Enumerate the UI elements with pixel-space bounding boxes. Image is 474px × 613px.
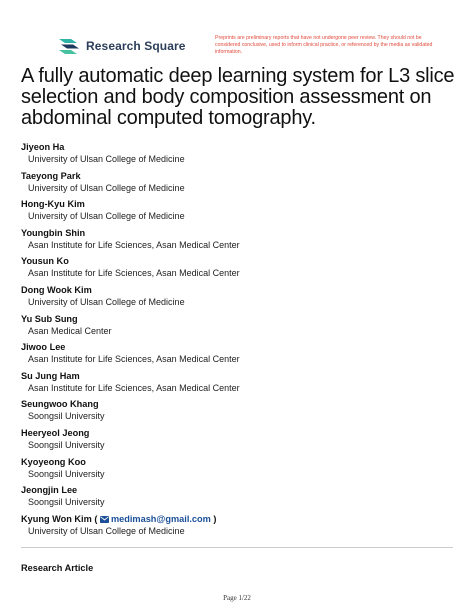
author-entry (21, 485, 441, 514)
author-name: Heeryeol Jeong (21, 427, 90, 438)
author-name: Youngbin Shin (21, 227, 86, 238)
author-name: Jiyeon Ha (21, 142, 65, 152)
logo-text: Research Square (86, 39, 186, 53)
author-name: Seungwoo Khang (21, 399, 99, 410)
preprint-disclaimer: Preprints are preliminary reports that have not undergone peer review. They should not be considered conclusive, used to inform clinical practice, or referenced by the media as validated information. (215, 35, 433, 55)
author-entry (21, 428, 441, 457)
author-entry (21, 171, 441, 200)
header (57, 36, 457, 60)
author-affiliation: University of Ulsan College of Medicine (28, 296, 185, 307)
author-affiliation: Asan Institute for Life Sciences, Asan Medical Center (28, 239, 240, 250)
author-entry (21, 314, 441, 343)
paper-title: A fully automatic deep learning system for L3 slice selection and body composition assessment on abdominal computed tomography. (21, 65, 455, 129)
author-name: Hong-Kyu Kim (21, 199, 85, 210)
author-name: Jiwoo Lee (21, 342, 66, 353)
author-affiliation: University of Ulsan College of Medicine (28, 525, 185, 536)
author-entry (21, 228, 441, 257)
corresponding-author-entry (21, 514, 441, 543)
email-link[interactable]: medimash@gmail.com (110, 513, 211, 524)
author-affiliation: Asan Medical Center (28, 325, 112, 336)
author-affiliation: Asan Institute for Life Sciences, Asan Medical Center (28, 354, 240, 365)
author-entry (21, 256, 441, 285)
author-affiliation: Asan Institute for Life Sciences, Asan Medical Center (28, 268, 240, 279)
author-affiliation: Soongsil University (28, 439, 105, 450)
author-entry (21, 142, 441, 171)
author-entry (21, 457, 441, 486)
section-divider (21, 547, 453, 548)
author-affiliation: Soongsil University (28, 497, 105, 508)
author-affiliation: Soongsil University (28, 468, 105, 479)
author-entry (21, 285, 441, 314)
author-name: Yousun Ko (21, 256, 69, 267)
author-affiliation: University of Ulsan College of Medicine (28, 154, 185, 164)
author-affiliation: Soongsil University (28, 411, 105, 422)
author-entry (21, 371, 441, 400)
author-entry (21, 342, 441, 371)
author-entry (21, 399, 441, 428)
author-name: Dong Wook Kim (21, 284, 92, 295)
author-list (21, 142, 441, 542)
author-affiliation: Asan Institute for Life Sciences, Asan Medical Center (28, 382, 240, 393)
author-name: Yu Sub Sung (21, 313, 78, 324)
research-square-logo-icon (57, 36, 81, 56)
author-affiliation: University of Ulsan College of Medicine (28, 182, 185, 193)
research-square-logo[interactable] (57, 36, 186, 56)
author-name: Kyung Won Kim (21, 513, 92, 524)
email-wrapper: ( medimash@gmail.com ) (94, 513, 217, 524)
author-entry (21, 199, 441, 228)
author-affiliation: University of Ulsan College of Medicine (28, 211, 185, 222)
article-type: Research Article (21, 563, 94, 573)
author-name: Taeyong Park (21, 170, 81, 181)
page-number: Page 1/22 (223, 594, 251, 602)
author-name: Jeongjin Lee (21, 485, 78, 496)
envelope-icon (100, 516, 109, 523)
author-name-line (21, 514, 441, 525)
author-name: Su Jung Ham (21, 370, 80, 381)
author-name: Kyoyeong Koo (21, 456, 86, 467)
